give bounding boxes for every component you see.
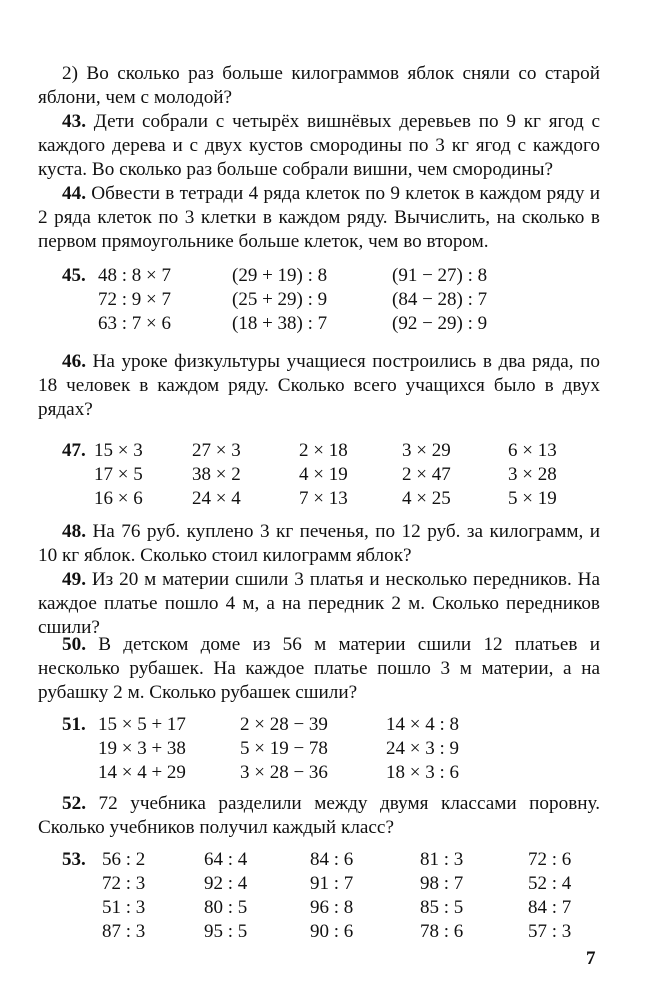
expression: 16 × 6	[94, 488, 143, 509]
expression: (18 + 38) : 7	[232, 313, 328, 334]
problem-number: 46.	[62, 351, 86, 372]
expression: 24 × 4	[192, 488, 241, 509]
expression-column	[98, 264, 171, 336]
problem-49	[38, 568, 600, 640]
expression-column	[386, 713, 459, 785]
expression: 90 : 6	[310, 921, 354, 942]
expression: (91 − 27) : 8	[392, 265, 488, 286]
page-number: 7	[586, 948, 596, 969]
expression: 52 : 4	[528, 873, 572, 894]
expression: (29 + 19) : 8	[232, 265, 328, 286]
problem-44	[38, 182, 600, 254]
expression: 63 : 7 × 6	[98, 313, 171, 334]
expression: 2 × 18	[299, 440, 348, 461]
expression: 5 × 19	[508, 488, 557, 509]
expression: 19 × 3 + 38	[98, 738, 186, 759]
expression: 5 × 19 − 78	[240, 738, 328, 759]
expression: 72 : 9 × 7	[98, 289, 171, 310]
problem-number: 52.	[62, 793, 86, 814]
problem-number: 44.	[62, 183, 86, 204]
problem-number: 43.	[62, 111, 86, 132]
expression-column	[508, 439, 557, 511]
problem-text: Из 20 м материи сшили 3 платья и несколько передников. На каждое платье пошло 4 м, а на передник 2 м. Сколько передников сшили?	[38, 569, 600, 638]
expression-column	[192, 439, 241, 511]
problem-52	[38, 792, 600, 840]
expression: 4 × 19	[299, 464, 348, 485]
expression: 4 × 25	[402, 488, 451, 509]
expression: 48 : 8 × 7	[98, 265, 171, 286]
expression: 72 : 3	[102, 873, 146, 894]
expression: 92 : 4	[204, 873, 248, 894]
expression: 87 : 3	[102, 921, 146, 942]
expression-column	[94, 439, 143, 511]
expression: 72 : 6	[528, 849, 572, 870]
expression-column	[232, 264, 327, 336]
problem-number: 53.	[62, 849, 86, 870]
expression-column	[299, 439, 348, 511]
problem-text: Обвести в тетради 4 ряда клеток по 9 клеток в каждом ряду и 2 ряда клеток по 3 клетки в каждом ряду. Вычислить, на сколько в первом прямоугольнике больше клеток, чем во втором.	[38, 183, 600, 252]
problem-text: В детском доме из 56 м материи сшили 12 платьев и несколько рубашек. На каждое платье пошло 3 м материи, а на рубашку 2 м. Сколько рубашек сшили?	[38, 634, 600, 703]
expression: 98 : 7	[420, 873, 464, 894]
expression: 51 : 3	[102, 897, 146, 918]
problem-number: 47.	[62, 440, 86, 461]
expression: 84 : 6	[310, 849, 354, 870]
paragraph-2	[38, 62, 600, 110]
expression: 2 × 28 − 39	[240, 714, 328, 735]
problem-number: 50.	[62, 634, 86, 655]
expression: 24 × 3 : 9	[386, 738, 459, 759]
expression: (92 − 29) : 9	[392, 313, 488, 334]
expression-column	[310, 848, 353, 944]
expression: 15 × 5 + 17	[98, 714, 186, 735]
expression: 96 : 8	[310, 897, 354, 918]
expression-column	[204, 848, 247, 944]
problem-number: 51.	[62, 714, 86, 735]
expression-column	[528, 848, 571, 944]
expression: 3 × 28	[508, 464, 557, 485]
expression: 2 × 47	[402, 464, 451, 485]
expression: 81 : 3	[420, 849, 464, 870]
expression: 15 × 3	[94, 440, 143, 461]
expression: 91 : 7	[310, 873, 354, 894]
expression: 95 : 5	[204, 921, 248, 942]
expression: 84 : 7	[528, 897, 572, 918]
expression: 14 × 4 : 8	[386, 714, 459, 735]
expression: 56 : 2	[102, 849, 146, 870]
expression-column	[98, 713, 186, 785]
problem-number: 48.	[62, 521, 86, 542]
expression: 64 : 4	[204, 849, 248, 870]
expression: 3 × 28 − 36	[240, 762, 328, 783]
expression: 85 : 5	[420, 897, 464, 918]
problem-50	[38, 633, 600, 705]
problem-text: 72 учебника разделили между двумя классами поровну. Сколько учебников получил каждый класс?	[38, 793, 600, 838]
expression-column	[402, 439, 451, 511]
expression: 6 × 13	[508, 440, 557, 461]
problem-text: На уроке физкультуры учащиеся построились в два ряда, по 18 человек в каждом ряду. Сколько всего учащихся было в двух рядах?	[38, 351, 600, 420]
problem-number: 45.	[62, 265, 86, 286]
expression: 17 × 5	[94, 464, 143, 485]
problem-46	[38, 350, 600, 422]
problem-text: Дети собрали с четырёх вишнёвых деревьев по 9 кг ягод с каждого дерева и с двух кустов смородины по 3 кг ягод с каждого куста. Во сколько раз больше собрали вишни, чем смородины?	[38, 111, 601, 180]
expression: (84 − 28) : 7	[392, 289, 488, 310]
expression: 7 × 13	[299, 488, 348, 509]
problem-text: 2) Во сколько раз больше килограммов яблок сняли со старой яблони, чем с молодой?	[38, 63, 600, 108]
expression: 57 : 3	[528, 921, 572, 942]
expression: (25 + 29) : 9	[232, 289, 328, 310]
expression-column	[240, 713, 328, 785]
problem-43	[38, 110, 600, 182]
expression: 38 × 2	[192, 464, 241, 485]
expression: 78 : 6	[420, 921, 464, 942]
expression: 27 × 3	[192, 440, 241, 461]
expression-column	[102, 848, 145, 944]
expression-column	[420, 848, 463, 944]
problem-number: 49.	[62, 569, 86, 590]
expression: 18 × 3 : 6	[386, 762, 459, 783]
expression: 80 : 5	[204, 897, 248, 918]
problem-text: На 76 руб. куплено 3 кг печенья, по 12 руб. за килограмм, и 10 кг яблок. Сколько стоил килограмм яблок?	[38, 521, 601, 566]
expression-column	[392, 264, 487, 336]
expression: 14 × 4 + 29	[98, 762, 186, 783]
expression: 3 × 29	[402, 440, 451, 461]
problem-48	[38, 520, 600, 568]
